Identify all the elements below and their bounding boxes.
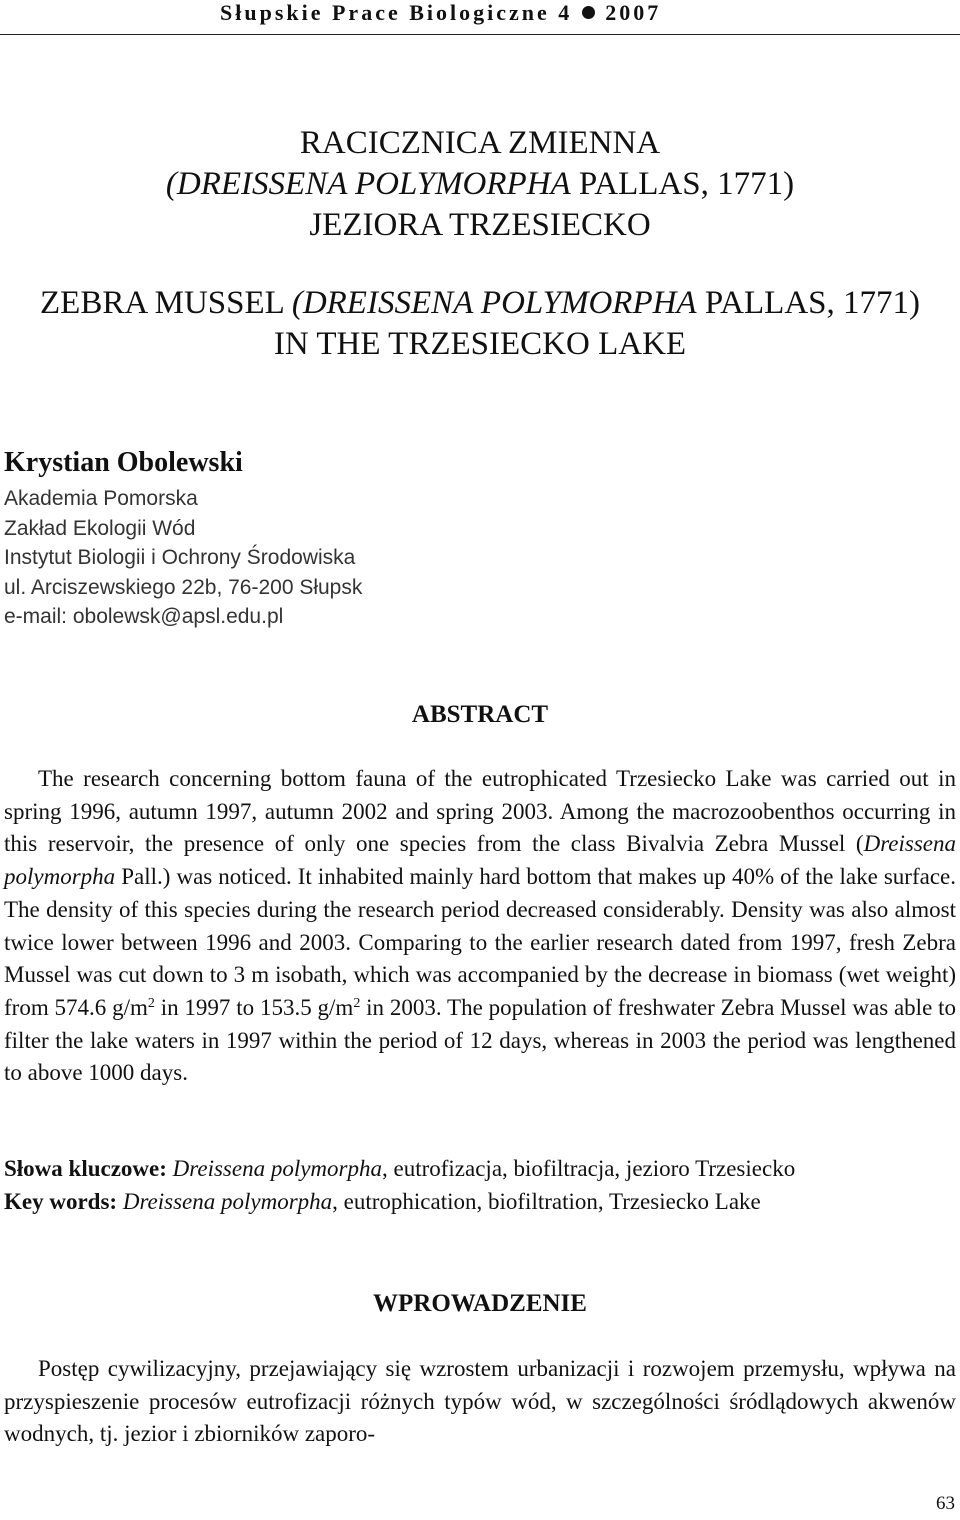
affiliation-line: Zakład Ekologii Wód	[4, 517, 196, 540]
abstract-part-4: in 2003. The population of freshwater Zebra Mussel was able to filter the lake waters in 1997 within the period of 12 days, whereas in 2003 the period was lengthened to above 1000 days.	[4, 994, 956, 1086]
affiliation-line: Akademia Pomorska	[4, 487, 198, 510]
affiliation-line: ul. Arciszewskiego 22b, 76-200 Słupsk	[4, 576, 363, 599]
title-pl-line3: JEZIORA TRZESIECKO	[309, 207, 651, 243]
journal-name: Słupskie Prace Biologiczne 4	[220, 0, 573, 25]
abstract-text	[4, 763, 956, 1090]
intro-paragraph: Postęp cywilizacyjny, przejawiający się wzrostem urbanizacji i rozwojem przemysłu, wpływa na przyspieszenie procesów eutrofizacji różnych typów wód, w szczególności śródlądowych akwenów wodnych, tj. jezior i zbiorników zaporo-	[4, 1356, 956, 1447]
header-rule	[0, 34, 960, 35]
keywords-pl	[4, 1153, 795, 1185]
title-pl-authority: PALLAS, 1771)	[570, 166, 795, 202]
title-pl-species: (DREISSENA POLYMORPHA	[165, 166, 571, 202]
keywords-en-rest: , eutrophication, biofiltration, Trzesiecko Lake	[332, 1189, 761, 1214]
keywords-pl-rest: , eutrofizacja, biofiltracja, jezioro Trzesiecko	[382, 1156, 796, 1181]
intro-text	[4, 1353, 956, 1451]
abstract-heading: ABSTRACT	[411, 701, 549, 728]
title-en-species: (DREISSENA POLYMORPHA	[291, 285, 697, 321]
abstract-part-3: in 1997 to 153.5 g/m	[154, 994, 354, 1020]
running-header	[220, 0, 661, 26]
abstract-superscript: 2	[353, 995, 361, 1011]
page-number: 63	[936, 1493, 955, 1514]
title-pl-line1: RACICZNICA ZMIENNA	[299, 125, 661, 161]
keywords-en-label: Key words:	[4, 1189, 118, 1214]
keywords-en-species: Dreissena polymorpha	[122, 1189, 333, 1214]
keywords-pl-label: Słowa kluczowe:	[4, 1156, 167, 1181]
title-en-line2: IN THE TRZESIECKO LAKE	[273, 326, 687, 362]
keywords-pl-species: Dreissena polymorpha	[172, 1156, 382, 1181]
abstract-part-1: The research concerning bottom fauna of the eutrophicated Trzesiecko Lake was carried out in spring 1996, autumn 1997, autumn 2002 and spring 2003. Among the macrozoobenthos occurring in this reservoir, the presence of only one species from the class Bivalvia Zebra Mussel (	[4, 766, 956, 857]
abstract-species: Dreissena polymorpha	[4, 831, 956, 890]
author-name: Krystian Obolewski	[4, 447, 243, 478]
title-pl-line2	[0, 166, 960, 203]
keywords-en	[4, 1186, 761, 1218]
author-email: e-mail: obolewsk@apsl.edu.pl	[4, 605, 284, 628]
title-en-authority: PALLAS, 1771)	[696, 285, 920, 321]
bullet-dot-icon	[582, 6, 595, 19]
abstract-superscript: 2	[147, 995, 155, 1011]
title-en-line1	[0, 285, 960, 322]
affiliation-line: Instytut Biologii i Ochrony Środowiska	[4, 546, 356, 569]
intro-heading: WPROWADZENIE	[373, 1290, 587, 1317]
abstract-part-2: Pall.) was noticed. It inhabited mainly hard bottom that makes up 40% of the lake surface. The density of this species during the research period decreased considerably. Density was also almost twice lower between 1996 and 2003. Comparing to the earlier research dated from 1997, fresh Zebra Mussel was cut down to 3 m isobath, which was accompanied by the decrease in biomass (wet weight) from 574.6 g/m	[4, 864, 956, 1020]
journal-year: 2007	[605, 0, 662, 25]
title-en-prefix: ZEBRA MUSSEL	[40, 285, 292, 321]
